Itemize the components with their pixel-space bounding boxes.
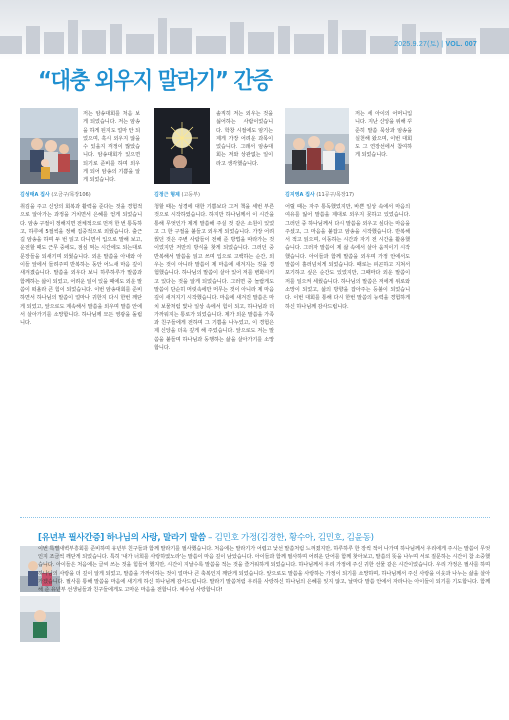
- caption-name: 김성태A 집사: [20, 192, 50, 198]
- issue-info: 2025.9.27(토) | VOL. 007: [394, 41, 477, 48]
- issue-date: 2025.9.27(토): [394, 41, 440, 48]
- family-photo-image: [20, 108, 78, 184]
- column-3-top: 저는 세 아이의 어머니입니다. 지난 신앙을 위해 꾸준히 말씀 묵상과 암송을 실천해 왔으며, 이번 대회도 그 연장선에서 참여하게 되었습니다.: [355, 111, 412, 159]
- photo-sparkler: [154, 108, 210, 184]
- issue-volume: VOL. 007: [445, 41, 477, 48]
- section-divider: [20, 517, 490, 518]
- photo-family-3: [285, 108, 349, 184]
- column-3-main: 어릴 때는 자주 통독했었지만, 바쁜 일상 속에서 마음의 여유를 잃어 말씀을 제대로 외우지 못하고 있었습니다. 그러던 중 하나님께서 다시 말씀을 외우고 싶다는 마음을 주셨고, 그 마음을 붙잡고 암송을 시작했습니다. 반복해서 적고 읽으며, 이동하는 시간과 자기 전 시간을 활용했습니다. 그러자 말씀이 제 삶 속에서 살아 움직이기 시작했습니다. 아이들과 함께 말씀을 외우며 가정 안에서도 말씀이 흘러넘치게 되었습니다. 때로는 피곤하고 지쳐서 포기하고 싶은 순간도 있었지만, 그때마다 외운 말씀이 저를 일으켜 세웠습니다. 하나님의 말씀은 저에게 위로와 소망이 되었고, 삶의 방향을 잡아주는 등불이 되었습니다. 이번 대회를 통해 다시 한번 말씀의 능력을 경험하게 하신 하나님께 감사드립니다.: [285, 204, 410, 310]
- header-band: [0, 0, 509, 60]
- photo-family-1: [20, 108, 78, 184]
- caption-group: (11공구/목장17): [316, 192, 354, 198]
- family-photo-image: [285, 108, 349, 184]
- section-title-names: – 김민호 가정(김경한, 황수아, 김민호, 김윤동): [205, 533, 374, 543]
- column-2-top: 솔직히 저는 외우는 것을 싫어하는 사람이었습니다. 학창 시절에도 암기는 제게 가장 어려운 과목이었습니다. 그래서 암송대회는 저와 상관없는 일이라고 생각했습니다.: [216, 111, 273, 167]
- bottom-body-text: 이번 특별새벽부흥회를 준비하며 유년부 친구들과 함께 말라기를 필사했습니다. 처음에는 말라기가 어렵고 낯선 말씀처럼 느껴졌지만, 하루하루 한 장씩 적어 나가며 하나님께서 우리에게 주시는 말씀이 무엇인지 조금씩 깨닫게 되었습니다. 특히 '내가 너희를 사랑하였노라'는 말씀이 마음 깊이 남았습니다. 아이들과 함께 필사하며 어려운 단어를 함께 찾아보고, 말씀의 뜻을 나누며 서로 질문하는 시간이 참 소중했습니다. 아이들은 처음에는 글씨 쓰는 것을 힘들어 했지만, 시간이 지날수록 말씀을 적는 것을 즐거워하게 되었습니다. 하나님께서 우리 가정에 주신 귀한 선물 같은 시간이었습니다. 우리 가정은 필사를 하며 하나님의 사랑을 더 깊이 알게 되었고, 말씀을 가까이하는 것이 얼마나 큰 축복인지 깨닫게 되었습니다. 앞으로도 말씀을 사랑하는 가정이 되기를 소망하며, 하나님께서 주신 사랑을 이웃과 나누는 삶을 살아가겠습니다. 필사를 통해 말씀을 마음에 새기게 하신 하나님께 감사드립니다. 말라기 말씀처럼 우리를 사랑하신 하나님의 은혜를 잊지 않고, 날마다 말씀 안에서 자라나는 아이들이 되기를 기도합니다. 함께 해 준 유년부 선생님들과 친구들에게도 고마운 마음을 전합니다. 예수님 사랑합니다!: [38, 546, 490, 594]
- section-title-main: [유년부 필사간증] 하나님의 사랑, 말라기 말씀: [38, 533, 206, 543]
- column-1-top: 저는 암송대회를 처음 보게 되었습니다. 저는 암송을 하게 된지도 얼마 안 되었으며, 혹시 외우지 않을 수 있을지 걱정이 많았습니다. 암송대회가 있으면 되기로 준비를 하며 외우게 되어 암송의 기쁨을 알게 되었습니다.: [83, 111, 140, 184]
- column-2-main: 청할 때는 성경에 대한 기쁨보다 그저 책을 세번 부른 것으로 시작하였습니다. 하지만 하나님께서 이 시간을 통해 무엇인가 제게 말씀해 주실 것 같은 소원이 있었고 그 한 구절을 붙들고 외우게 되었습니다. 가장 어려웠던 것은 주변 사람들이 전해 준 방법을 따라가는 것이었지만 저만의 방식을 찾게 되었습니다. 그러던 중 반복해서 말씀을 읽고 쓰며 입으로 고백하는 순간, 외우는 것이 아니라 말씀이 제 마음에 새겨지는 것을 경험했습니다. 하나님의 말씀이 살아 있어 저를 변화시키고 있다는 것을 알게 되었습니다. 그러면 중 놀랍게도 말씀이 단순히 머릿속에만 머무는 것이 아니라 제 마음 깊이 새겨지기 시작했습니다. 마음에 새겨진 말씀은 마치 보물처럼 빛나 일상 속에서 힘이 되고, 하나님과 더 가까워지는 통로가 되었습니다. 제가 외운 말씀을 가족과 친구들에게 전하며 그 기쁨을 나누었고, 이 경험은 제 신앙을 더욱 깊게 해 주었습니다. 앞으로도 저는 말씀을 붙들며 하나님과 동행하는 삶을 살아가기를 소망합니다.: [154, 204, 274, 352]
- caption-name: 김정근 형제: [154, 192, 180, 198]
- caption-group: (오금구/목장106): [51, 192, 91, 198]
- column-1-main: 취김을 주고 신앙의 회복과 활력을 준다는 것을 경험적으로 알아가는 과정을 거치면서 은혜를 얻게 되었습니다. 암송 구절이 정해지면 전체적으로 먼저 한 번 통독하고, 하루에 5절씩을 정해 집중적으로 외웠습니다. 출근 길 암송을 하며 두 번 읽고 다니면서 입으로 말해 보고, 운전할 때도 근무 중에도, 점심 먹는 시간에도 되는대로 문장들을 되새기며 외웠습니다. 외운 말씀을 아내와 아이들 앞에서 들려주며 반복하는 동안 어느새 마음 깊이 새겨졌습니다. 말씀을 외우다 보니 하루하루가 말씀과 함께하는 삶이 되었고, 어려운 일이 있을 때에도 외운 말씀이 떠올라 큰 힘이 되었습니다. 이번 암송대회를 준비하면서 하나님의 말씀이 얼마나 귀한지 다시 한번 깨닫게 되었고, 앞으로도 계속해서 말씀을 외우며 말씀 안에서 살아가기를 소망합니다. 하나님께 모든 영광을 돌립니다.: [20, 204, 142, 327]
- photo-caption-1: [20, 191, 91, 198]
- photo-caption-2: [154, 191, 200, 198]
- sparkler-photo-image: [154, 108, 210, 184]
- photo-caption-3: [285, 191, 354, 198]
- page-title: “대충 외우지 말라기” 간증: [38, 68, 272, 94]
- caption-name: 김지영A 집사: [285, 192, 315, 198]
- section-title: [38, 531, 374, 543]
- caption-group: (고등부): [181, 192, 200, 198]
